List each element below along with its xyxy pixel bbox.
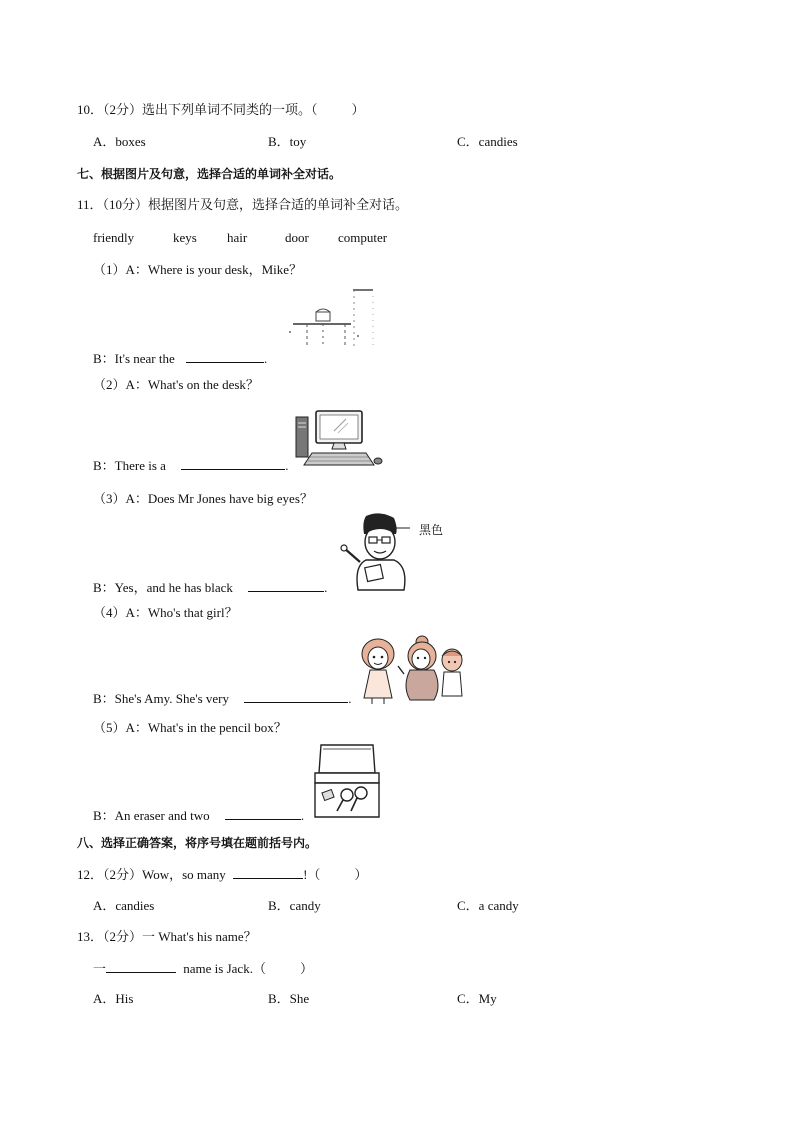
teacher-picture: [336, 512, 416, 592]
q11-item1-question: （1）A：Where is your desk，Mike？: [93, 262, 303, 277]
q11-item2-question: （2）A：What's on the desk？: [93, 377, 259, 392]
word-bank-keys: keys: [173, 230, 197, 245]
q11-stem: 11．（10分）根据图片及句意，选择合适的单词补全对话。: [77, 197, 409, 212]
q13-blank[interactable]: [106, 960, 176, 973]
q13-line2: 一 name is Jack.（ ）: [93, 961, 313, 976]
q11-item2-answer: B：There is a .: [93, 458, 289, 473]
section-8-title: 八、选择正确答案，将序号填在题前括号内。: [77, 836, 318, 850]
q13-option-b: B．She: [268, 991, 310, 1006]
q11-item4-blank[interactable]: [244, 690, 348, 703]
q11-item3-question: （3）A：Does Mr Jones have big eyes？: [93, 491, 313, 506]
section-7-title: 七、根据图片及句意，选择合适的单词补全对话。: [77, 167, 342, 181]
word-bank-friendly: friendly: [93, 230, 135, 245]
q10-option-a: A．boxes: [93, 134, 146, 149]
q11-item2-blank[interactable]: [181, 457, 285, 470]
q10-option-b: B．toy: [268, 134, 307, 149]
q12-blank[interactable]: [233, 866, 303, 879]
q13-option-c: C．My: [457, 991, 497, 1006]
word-bank-hair: hair: [227, 230, 248, 245]
q11-item3-blank[interactable]: [248, 579, 324, 592]
word-bank-door: door: [285, 230, 309, 245]
pencil-box-picture: [313, 743, 381, 819]
door-desk-picture: [285, 286, 380, 352]
hair-colour-label: 黑色: [419, 523, 444, 537]
q11-item5-question: （5）A：What's in the pencil box？: [93, 720, 287, 735]
q11-item3-answer: B：Yes，and he has black .: [93, 580, 328, 595]
q11-item4-answer: B：She's Amy. She's very .: [93, 691, 352, 706]
word-bank-computer: computer: [338, 230, 388, 245]
q10-stem: 10．（2分）选出下列单词不同类的一项。（ ）: [77, 102, 365, 117]
q12-stem: 12．（2分）Wow，so many !（ ）: [77, 867, 368, 882]
q11-item5-answer: B：An eraser and two .: [93, 808, 305, 823]
q11-item1-answer: B：It's near the .: [93, 351, 268, 366]
q12-option-c: C．a candy: [457, 898, 519, 913]
q10-option-c: C．candies: [457, 134, 518, 149]
girls-picture: [358, 632, 464, 704]
q12-option-b: B．candy: [268, 898, 321, 913]
q11-item5-blank[interactable]: [225, 807, 301, 820]
q12-option-a: A．candies: [93, 898, 155, 913]
computer-picture: [294, 409, 384, 471]
q13-option-a: A．His: [93, 991, 134, 1006]
q11-item4-question: （4）A：Who's that girl？: [93, 605, 238, 620]
q13-stem: 13．（2分）一 What's his name？: [77, 929, 257, 944]
q11-item1-blank[interactable]: [186, 350, 264, 363]
